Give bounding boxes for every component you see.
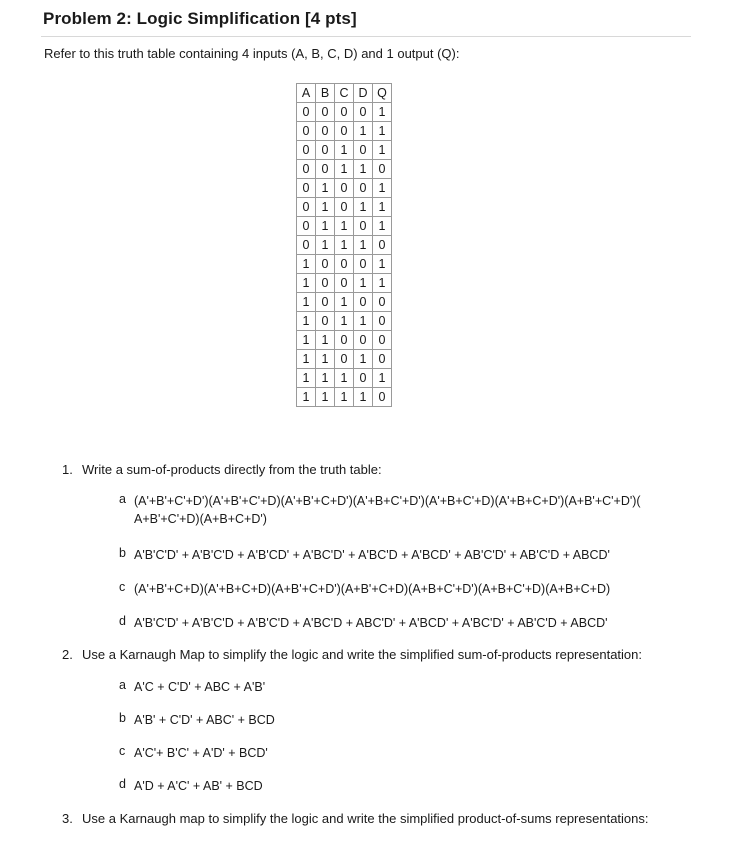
cell-b: 1 [316,350,335,369]
cell-b: 1 [316,217,335,236]
cell-b: 1 [316,369,335,388]
cell-d: 0 [354,255,373,274]
truth-table-row [297,217,392,236]
cell-d: 1 [354,198,373,217]
option-text: A'C + C'D' + ABC + A'B' [134,680,266,694]
cell-a: 1 [297,312,316,331]
truth-table-row [297,350,392,369]
truth-table-row [297,103,392,122]
cell-c: 1 [335,141,354,160]
cell-q: 0 [373,350,392,369]
question-3 [62,811,649,826]
truth-table-row [297,388,392,407]
cell-q: 1 [373,274,392,293]
question-1-number: 1. [62,462,73,477]
option-letter: b [119,546,126,560]
title-divider [41,36,691,37]
question-2-option-d[interactable] [119,777,519,795]
cell-q: 0 [373,236,392,255]
header-cell-q: Q [373,84,392,103]
cell-c: 0 [335,331,354,350]
truth-table-row [297,274,392,293]
cell-q: 0 [373,312,392,331]
option-letter: a [119,492,126,506]
cell-c: 0 [335,103,354,122]
cell-c: 1 [335,388,354,407]
cell-b: 0 [316,293,335,312]
cell-b: 1 [316,331,335,350]
cell-b: 0 [316,274,335,293]
cell-q: 1 [373,122,392,141]
cell-b: 0 [316,122,335,141]
cell-d: 1 [354,274,373,293]
cell-a: 0 [297,122,316,141]
cell-a: 1 [297,255,316,274]
option-text: A'B' + C'D' + ABC' + BCD [134,713,275,727]
header-cell-a: A [297,84,316,103]
header-cell-d: D [354,84,373,103]
option-text: A'B'C'D' + A'B'C'D + A'B'C'D + A'BC'D + ABC'D' + A'BCD' + A'BC'D' + AB'C'D + ABCD' [134,616,608,630]
option-text-line-1: (A'+B'+C'+D')(A'+B'+C'+D)(A'+B'+C+D')(A'+B+C'+D')(A'+B+C'+D)(A'+B+C+D')(A+B'+C'+D')( [134,494,641,508]
cell-a: 0 [297,236,316,255]
cell-c: 1 [335,217,354,236]
cell-a: 0 [297,103,316,122]
option-letter: c [119,744,126,758]
cell-a: 1 [297,350,316,369]
truth-table-row [297,331,392,350]
truth-table-body [297,103,392,407]
truth-table-row [297,293,392,312]
question-1-option-b[interactable] [119,546,719,564]
option-text-line-2: A+B'+C'+D)(A+B+C+D') [134,512,267,526]
option-letter: b [119,711,126,725]
cell-q: 0 [373,331,392,350]
cell-d: 1 [354,160,373,179]
cell-d: 1 [354,236,373,255]
cell-b: 0 [316,141,335,160]
cell-d: 0 [354,179,373,198]
cell-d: 1 [354,122,373,141]
truth-table-row [297,141,392,160]
cell-b: 0 [316,103,335,122]
cell-a: 0 [297,141,316,160]
cell-q: 1 [373,179,392,198]
option-letter: d [119,777,126,791]
cell-c: 0 [335,198,354,217]
cell-c: 0 [335,122,354,141]
cell-q: 1 [373,217,392,236]
cell-c: 0 [335,350,354,369]
cell-c: 1 [335,160,354,179]
question-3-number: 3. [62,811,73,826]
cell-a: 0 [297,217,316,236]
question-2-number: 2. [62,647,73,662]
truth-table-row [297,198,392,217]
question-2-option-c[interactable] [119,744,519,762]
cell-c: 1 [335,293,354,312]
cell-q: 0 [373,160,392,179]
question-1-text: Write a sum-of-products directly from the truth table: [82,462,382,477]
truth-table-row [297,236,392,255]
cell-c: 0 [335,255,354,274]
question-1-option-d[interactable] [119,614,719,632]
option-text: (A'+B'+C+D)(A'+B+C+D)(A+B'+C+D')(A+B'+C+D)(A+B+C'+D')(A+B+C'+D)(A+B+C+D) [134,582,611,596]
cell-b: 1 [316,388,335,407]
cell-b: 1 [316,179,335,198]
option-text [134,492,641,528]
cell-d: 0 [354,103,373,122]
cell-a: 1 [297,274,316,293]
cell-c: 0 [335,274,354,293]
cell-b: 0 [316,255,335,274]
cell-q: 1 [373,369,392,388]
cell-q: 0 [373,388,392,407]
truth-table-row [297,179,392,198]
header-cell-b: B [316,84,335,103]
truth-table-row [297,312,392,331]
question-2-option-a[interactable] [119,678,519,696]
problem-title: Problem 2: Logic Simplification [4 pts] [43,9,357,28]
question-2-text: Use a Karnaugh Map to simplify the logic and write the simplified sum-of-products representation: [82,647,642,662]
cell-b: 1 [316,198,335,217]
cell-q: 1 [373,255,392,274]
cell-d: 0 [354,141,373,160]
cell-d: 0 [354,331,373,350]
truth-table-row [297,369,392,388]
intro-text: Refer to this truth table containing 4 inputs (A, B, C, D) and 1 output (Q): [44,46,460,61]
cell-d: 1 [354,350,373,369]
cell-c: 0 [335,179,354,198]
cell-a: 1 [297,293,316,312]
cell-q: 1 [373,103,392,122]
question-1-option-c[interactable] [119,580,719,598]
question-1-option-a[interactable] [119,492,719,528]
cell-d: 0 [354,369,373,388]
cell-d: 0 [354,293,373,312]
cell-c: 1 [335,236,354,255]
cell-q: 0 [373,293,392,312]
question-1 [62,462,382,477]
truth-table-row [297,255,392,274]
cell-d: 1 [354,388,373,407]
cell-d: 0 [354,217,373,236]
cell-b: 0 [316,312,335,331]
truth-table [296,83,392,407]
cell-b: 0 [316,160,335,179]
cell-a: 0 [297,160,316,179]
cell-a: 0 [297,198,316,217]
cell-a: 1 [297,388,316,407]
cell-b: 1 [316,236,335,255]
truth-table-row [297,122,392,141]
header-cell-c: C [335,84,354,103]
cell-c: 1 [335,369,354,388]
option-text: A'D + A'C' + AB' + BCD [134,779,263,793]
option-text: A'B'C'D' + A'B'C'D + A'B'CD' + A'BC'D' + A'BC'D + A'BCD' + AB'C'D' + AB'C'D + ABCD' [134,548,610,562]
cell-a: 1 [297,369,316,388]
cell-a: 0 [297,179,316,198]
option-text: A'C'+ B'C' + A'D' + BCD' [134,746,268,760]
question-3-text: Use a Karnaugh map to simplify the logic and write the simplified product-of-sums representations: [82,811,649,826]
cell-c: 1 [335,312,354,331]
question-2 [62,647,642,662]
cell-q: 1 [373,141,392,160]
option-letter: a [119,678,126,692]
cell-a: 1 [297,331,316,350]
truth-table-header-row [297,84,392,103]
cell-q: 1 [373,198,392,217]
question-2-option-b[interactable] [119,711,519,729]
cell-d: 1 [354,312,373,331]
option-letter: d [119,614,126,628]
option-letter: c [119,580,126,594]
truth-table-row [297,160,392,179]
